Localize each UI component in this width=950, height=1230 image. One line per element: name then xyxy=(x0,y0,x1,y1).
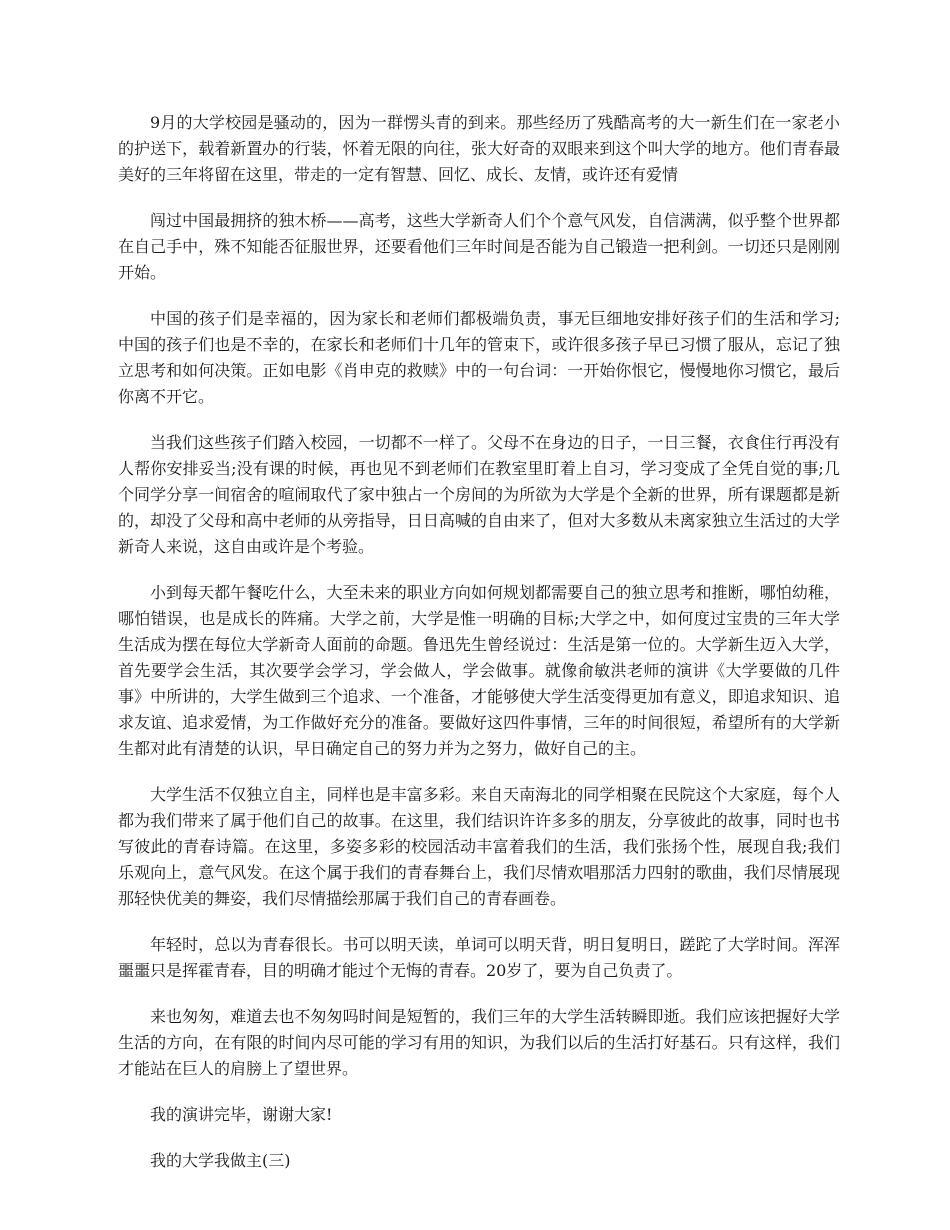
paragraph-6: 大学生活不仅独立自主，同样也是丰富多彩。来自天南海北的同学相聚在民院这个大家庭，每个人都为我们带来了属于他们自己的故事。在这里，我们结识许许多多的朋友，分享彼此的故事，同时也书写彼此的青春诗篇。在这里，多姿多彩的校园活动丰富着我们的生活，我们张扬个性，展现自我;我们乐观向上，意气风发。在这个属于我们的青春舞台上，我们尽情欢唱那活力四射的歌曲，我们尽情展现那轻快优美的舞姿，我们尽情描绘那属于我们自己的青春画卷。 xyxy=(118,785,840,908)
paragraph-7: 年轻时，总以为青春很长。书可以明天读，单词可以明天背，明日复明日，蹉跎了大学时间。浑浑噩噩只是挥霍青春，目的明确才能过个无悔的青春。20岁了，要为自己负责了。 xyxy=(118,935,840,980)
paragraph-5: 小到每天都午餐吃什么，大至未来的职业方向如何规划都需要自己的独立思考和推断，哪怕幼稚，哪怕错误，也是成长的阵痛。大学之前，大学是惟一明确的目标;大学之中，如何度过宝贵的三年大学生活成为摆在每位大学新奇人面前的命题。鲁迅先生曾经说过：生活是第一位的。大学新生迈入大学，首先要学会生活，其次要学会学习，学会做人，学会做事。就像俞敏洪老师的演讲《大学要做的几件事》中所讲的，大学生做到三个追求、一个准备，才能够使大学生活变得更加有意义，即追求知识、追求友谊、追求爱情，为工作做好充分的准备。要做好这四件事情，三年的时间很短，希望所有的大学新生都对此有清楚的认识，早日确定自己的努力并为之努力，做好自己的主。 xyxy=(118,583,840,758)
paragraph-3: 中国的孩子们是幸福的，因为家长和老师们都极端负责，事无巨细地安排好孩子们的生活和学习;中国的孩子们也是不幸的，在家长和老师们十几年的管束下，或许很多孩子早已习惯了服从，忘记了独立思考和如何决策。正如电影《肖申克的救赎》中的一句台词：一开始你恨它，慢慢地你习惯它，最后你离不开它。 xyxy=(118,309,840,406)
closing-line: 我的演讲完毕，谢谢大家! xyxy=(150,1105,333,1124)
paragraph-2: 闯过中国最拥挤的独木桥——高考，这些大学新奇人们个个意气风发，自信满满，似乎整个世界都在自己手中，殊不知能否征服世界，还要看他们三年时间是否能为自己锻造一把利剑。一切还只是刚刚开始。 xyxy=(118,211,840,282)
document-body xyxy=(118,110,840,1194)
paragraph-8: 来也匆匆，难道去也不匆匆吗时间是短暂的，我们三年的大学生活转瞬即逝。我们应该把握好大学生活的方向，在有限的时间内尽可能的学习有用的知识，为我们以后的生活打好基石。只有这样，我们才能站在巨人的肩膀上了望世界。 xyxy=(118,1007,840,1078)
next-section-title: 我的大学我做主(三) xyxy=(150,1151,291,1170)
paragraph-1: 9月的大学校园是骚动的，因为一群愣头青的到来。那些经历了残酷高考的大一新生们在一家老小的护送下，载着新置办的行装，怀着无限的向往，张大好奇的双眼来到这个叫大学的地方。他们青春最美好的三年将留在这里，带走的一定有智慧、回忆、成长、友情，或许还有爱情 xyxy=(118,113,840,184)
paragraph-4: 当我们这些孩子们踏入校园，一切都不一样了。父母不在身边的日子，一日三餐，衣食住行再没有人帮你安排妥当;没有课的时候，再也见不到老师们在教室里盯着上自习，学习变成了全凭自觉的事;几个同学分享一间宿舍的喧闹取代了家中独占一个房间的为所欲为大学是个全新的世界，所有课题都是新的，却没了父母和高中老师的从旁指导，日日高喊的自由来了，但对大多数从未离家独立生活过的大学新奇人来说，这自由或许是个考验。 xyxy=(118,433,840,556)
